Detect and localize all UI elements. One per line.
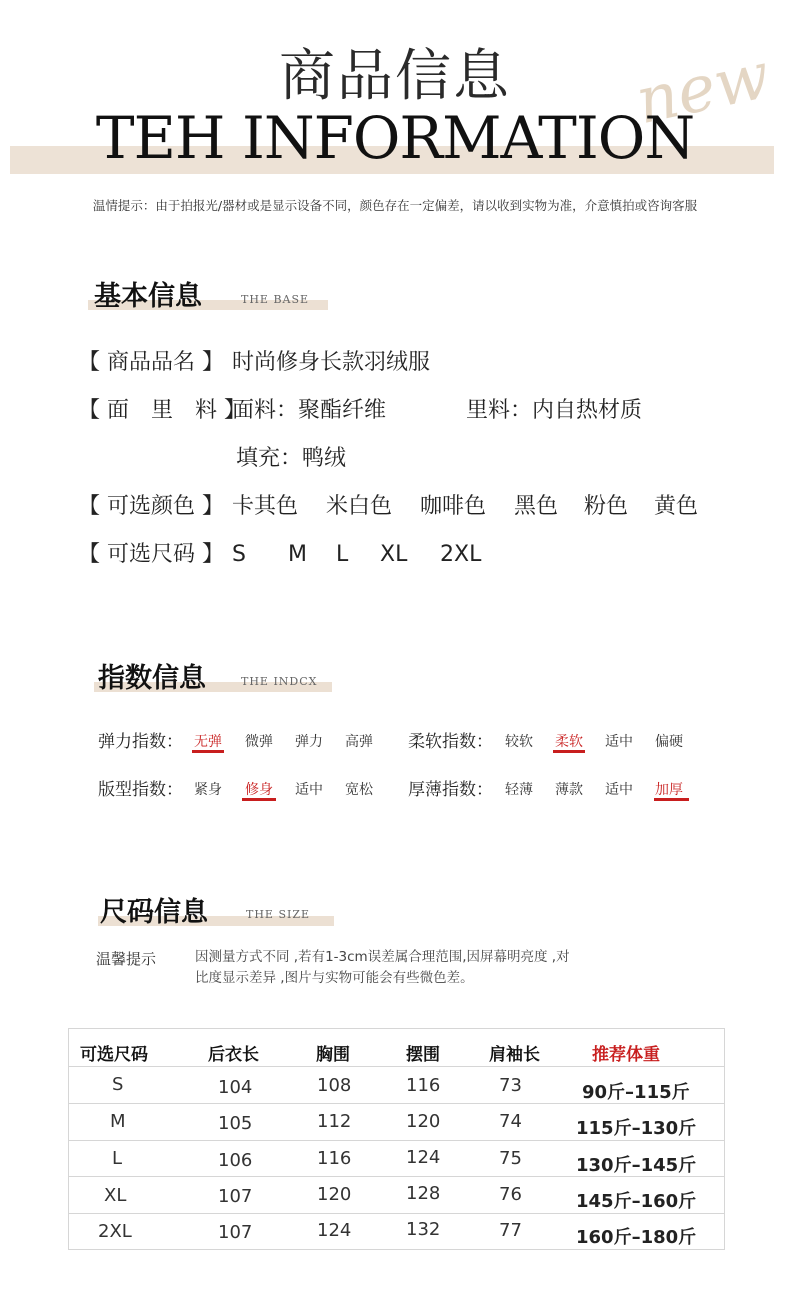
row-label: 【 面 里 料 】: [78, 398, 246, 423]
index-selected-underline: [553, 750, 585, 753]
index-option: 紧身: [194, 782, 222, 798]
table-cell: 73: [499, 1075, 522, 1096]
page-title: 商品信息: [279, 44, 511, 109]
table-cell: L: [112, 1148, 123, 1169]
index-option-selected: 无弹: [194, 734, 222, 750]
size-tip-label: 温馨提示: [96, 950, 157, 968]
table-cell: 105: [218, 1113, 253, 1134]
page-title-en: TEH INFORMATION: [95, 104, 695, 172]
row-colors: [78, 489, 698, 520]
index-option: 弹力: [295, 734, 323, 750]
table-cell: 124: [317, 1220, 352, 1241]
color-option: 黄色: [654, 494, 699, 519]
color-option: 咖啡色: [420, 494, 487, 519]
table-cell: 75: [499, 1148, 522, 1169]
index-option: 高弹: [345, 734, 373, 750]
color-option: 黑色: [514, 494, 559, 519]
row-label: 【 商品品名 】: [78, 350, 224, 375]
index-option-selected: 加厚: [655, 782, 683, 798]
size-tip-line1: 因测量方式不同 ,若有1-3cm误差属合理范围,因屏幕明亮度 ,对: [195, 949, 570, 965]
base-title-en: THE BASE: [241, 293, 310, 306]
table-header: 胸围: [316, 1045, 350, 1065]
index-option: 偏硬: [655, 734, 683, 750]
color-option: 米白色: [326, 494, 393, 519]
index-option: 轻薄: [505, 782, 533, 798]
index-option: 薄款: [555, 782, 583, 798]
index-option: 适中: [605, 782, 633, 798]
row-value: 时尚修身长款羽绒服: [232, 350, 431, 375]
table-header: 后衣长: [208, 1045, 259, 1065]
table-cell: 108: [317, 1075, 352, 1096]
index-option: 适中: [295, 782, 323, 798]
size-title: 尺码信息: [100, 897, 208, 928]
size-option: S: [232, 542, 246, 567]
table-cell: 120: [317, 1184, 352, 1205]
table-cell: 104: [218, 1077, 253, 1098]
row-fabric: [78, 393, 386, 424]
size-option: XL: [380, 542, 408, 567]
table-divider: [68, 1066, 725, 1067]
table-cell: S: [112, 1074, 124, 1095]
color-option: 卡其色: [232, 494, 299, 519]
table-cell: M: [110, 1111, 126, 1132]
table-header: 摆围: [406, 1045, 440, 1065]
index-option-selected: 柔软: [555, 734, 583, 750]
table-cell: 132: [406, 1219, 441, 1240]
table-cell: 2XL: [98, 1221, 132, 1242]
index-selected-underline: [242, 798, 276, 801]
size-title-en: THE SIZE: [246, 908, 311, 921]
table-cell: 74: [499, 1111, 522, 1132]
table-cell: 116: [317, 1148, 352, 1169]
table-cell: 145斤–160斤: [576, 1191, 697, 1212]
index-label-thickness: 厚薄指数：: [408, 780, 493, 800]
table-cell: 112: [317, 1111, 352, 1132]
table-cell: 76: [499, 1184, 522, 1205]
row-filling: 填充：鸭绒: [236, 446, 347, 471]
index-option: 宽松: [345, 782, 373, 798]
row-sizes: [78, 537, 481, 568]
new-decoration: new: [629, 38, 777, 140]
index-label-elasticity: 弹力指数：: [98, 732, 183, 752]
index-title-en: THE INDCX: [241, 675, 318, 688]
index-option: 微弹: [245, 734, 273, 750]
color-option: 粉色: [584, 494, 629, 519]
table-cell: 77: [499, 1220, 522, 1241]
notice-text: 温情提示：由于拍报光/器材或是显示设备不同，颜色存在一定偏差，请以收到实物为准，介意慎拍或咨询客服: [92, 198, 698, 213]
table-cell: 160斤–180斤: [576, 1227, 697, 1248]
index-label-fit: 版型指数：: [98, 780, 183, 800]
table-header: 肩袖长: [489, 1045, 540, 1065]
size-option: L: [336, 542, 349, 567]
table-divider: [68, 1140, 725, 1141]
table-divider: [68, 1213, 725, 1214]
size-option: 2XL: [440, 542, 482, 567]
table-cell: 90斤–115斤: [582, 1082, 690, 1103]
table-cell: 130斤–145斤: [576, 1155, 697, 1176]
table-cell: 120: [406, 1111, 441, 1132]
row-label: 【 可选颜色 】: [78, 494, 224, 519]
table-header: 可选尺码: [80, 1045, 148, 1065]
index-label-softness: 柔软指数：: [408, 732, 493, 752]
table-cell: 128: [406, 1183, 441, 1204]
row-value: 面料：聚酯纤维: [232, 398, 387, 423]
index-option-selected: 修身: [245, 782, 273, 798]
table-cell: 107: [218, 1222, 253, 1243]
table-cell: 124: [406, 1147, 441, 1168]
row-product-name: [78, 345, 430, 376]
table-cell: 115斤–130斤: [576, 1118, 697, 1139]
table-cell: 116: [406, 1075, 441, 1096]
row-lining: 里料：内自热材质: [466, 398, 643, 423]
index-selected-underline: [654, 798, 689, 801]
table-cell: 107: [218, 1186, 253, 1207]
index-title: 指数信息: [98, 663, 206, 694]
table-header: 推荐体重: [592, 1045, 660, 1065]
index-selected-underline: [192, 750, 224, 753]
base-title: 基本信息: [94, 281, 202, 312]
row-label: 【 可选尺码 】: [78, 542, 224, 567]
index-option: 适中: [605, 734, 633, 750]
index-option: 较软: [505, 734, 533, 750]
table-cell: 106: [218, 1150, 253, 1171]
size-tip-line2: 比度显示差异 ,图片与实物可能会有些微色差。: [195, 970, 474, 986]
size-option: M: [288, 542, 307, 567]
table-cell: XL: [104, 1185, 127, 1206]
